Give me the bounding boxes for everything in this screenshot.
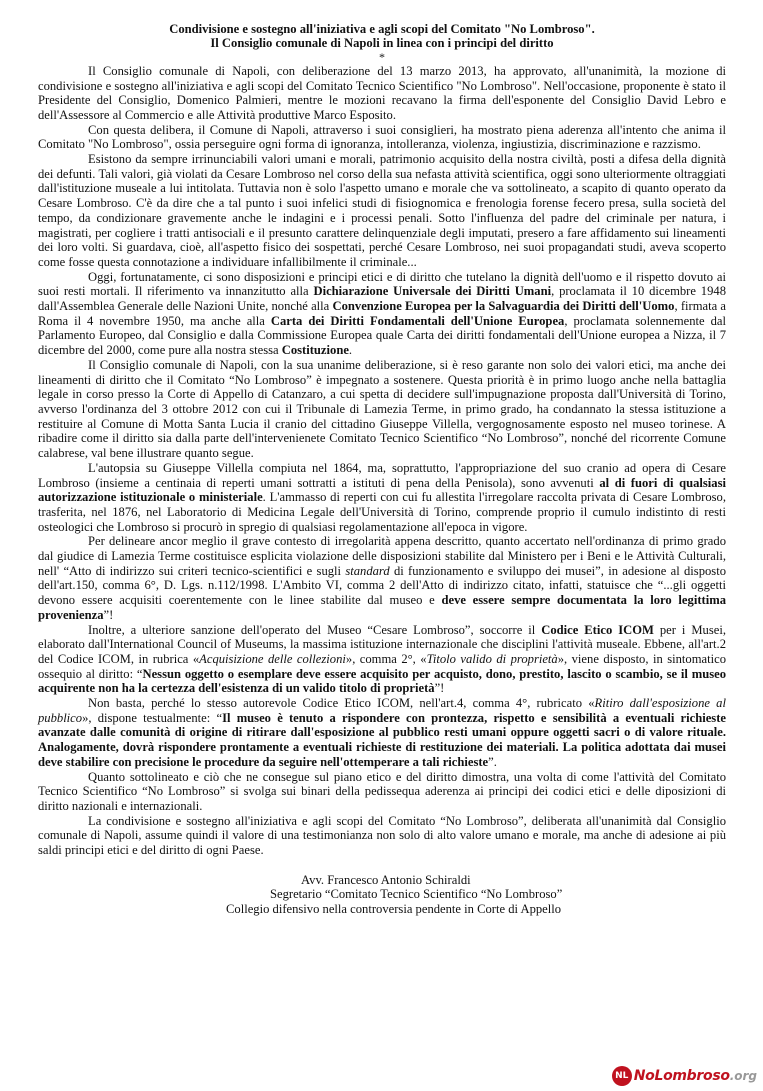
paragraph-text: Il Consiglio comunale di Napoli, con la sua unanime deliberazione, si è reso garante non solo dei valori etici, ma anche dei lineamenti di diritto che il Comitato “No Lombroso” è impegnato a sostenere. Questa priorità è in primo luogo anche nella battaglia legale in corso presso la Corte di Appello di Catanzaro, a cui spetta di decidere sull'impugnazione proposta dall'Università di Torino, avverso l'ordinanza del 3 ottobre 2012 con cui il Tribunale di Lamezia Terme, in primo grado, ha condannato la stessa istituzione a restituire al Comune di Motta Santa Lucia il cranio del cittadino Giuseppe Villella, vergognosamente esposto nel museo torinese. A ribadire come il diritto sia dalla parte dell'intervenienete Comitato Tecnico Scientifico “No Lombroso”, nonché del ricorrente Comune calabrese, val bene illustrare quanto segue. — [38, 357, 726, 461]
paragraph-text: Oggi, fortunatamente, ci sono disposizioni e principi etici e di diritto che tutelano la dignità dell'uomo e il rispetto dovuto ai suoi resti mortali. Il riferimento va innanzitutto alla — [38, 269, 726, 299]
bold-text: deve essere sempre documentata la loro legittima provenienza — [38, 593, 726, 622]
paragraph-text: », viene disposto, in sintomatico ossequio al diritto: “ — [38, 651, 726, 681]
logo-emblem-icon: NL — [612, 1066, 632, 1086]
paragraph-text: , proclamata solennemente dal Parlamento Europeo, dal Consiglio e dalla Commissione Europea quale Carta dei diritti fondamentali dell'Unione europea a Nizza, il 7 dicembre del 2000, come pure alla nostra stessa — [38, 313, 726, 358]
paragraph-text: , proclamata il 10 dicembre 1948 dall'Assemblea Generale delle Nazioni Unite, nonché alla — [38, 284, 726, 314]
bold-text: Codice Etico ICOM — [541, 622, 654, 637]
logo-name: NoLombroso — [633, 1068, 730, 1084]
body-paragraph — [38, 461, 726, 535]
title-line-1: Condivisione e sostegno all'iniziativa e agli scopi del Comitato "No Lombroso". — [169, 22, 595, 36]
bold-text: Costituzione — [281, 343, 349, 358]
paragraph-text: Con questa delibera, il Comune di Napoli, attraverso i suoi consiglieri, ha mostrato piena aderenza all'intento che anima il Comitato "No Lombroso", ossia perseguire ogni forma di ignoranza, intolleranza, violenza, ingiustizia, discriminazione e razzismo. — [38, 122, 726, 152]
body-paragraph — [38, 152, 726, 270]
body-paragraph — [38, 270, 726, 358]
paragraph-text: Non basta, perché lo stesso autorevole Codice Etico ICOM, nell'art.4, comma 4°, rubricato « — [88, 696, 595, 711]
paragraph-text: ”. — [488, 754, 497, 769]
body-paragraph — [38, 123, 726, 152]
paragraph-text: L'autopsia su Giuseppe Villella compiuta nel 1864, ma, soprattutto, l'appropriazione del suo cranio ad opera di Cesare Lombroso (insieme a centinaia di reperti umani sottratti a istituti di pena della Penisola), sono avvenuti — [38, 460, 726, 490]
paragraph-text: di funzionamento e sviluppo dei musei”, in adesione al disposto dell'art.150, comma 6°, D. Lgs. n.112/1998. L'Ambito VI, comma 2 dell'Atto di indirizzo citato, infatti, statuisce che “...gli oggetti devono essere acquisiti coerentemente con le linee stabilite dal museo e — [38, 563, 726, 608]
paragraph-text: La condivisione e sostegno all'iniziativa e agli scopi del Comitato “No Lombroso”, deliberata all'unanimità dal Consiglio comunale di Napoli, assume quindi il valore di una testimonianza non solo di alto valore umano e morale, ma anche di adesione ai più saldi principi etici e del diritto di ogni Paese. — [38, 813, 726, 858]
bold-text: Convenzione Europea per la Salvaguardia dei Diritti dell'Uomo — [332, 299, 675, 314]
paragraph-text: Quanto sottolineato e ciò che ne consegue sul piano etico e del diritto dimostra, una volta di come l'attività del Comitato Tecnico Scientifico “No Lombroso” si svolga sui binari della pedissequa aderenza ai principi dei codici etici e delle diposizioni di diritto nazionali e internazionali. — [38, 769, 726, 813]
body-paragraph — [38, 770, 726, 814]
paragraph-text: ”! — [103, 607, 114, 622]
paragraph-text: . — [348, 343, 353, 358]
paragraph-text: , firmata a Roma il 4 novembre 1950, ma anche alla — [38, 299, 727, 328]
title-separator: * — [379, 49, 385, 64]
bold-text: Nessun oggetto o esemplare deve essere acquisito per acquisto, dono, prestito, lascito o scambio, se il museo acquirente non ha la certezza dell'esistenza di un valido titolo di proprietà — [38, 666, 726, 696]
body-paragraph — [38, 358, 726, 461]
signature-block — [38, 873, 726, 917]
body-paragraph — [38, 696, 726, 770]
paragraph-text: Per delineare ancor meglio il grave contesto di irregolarità appena descritto, quanto accertato nell'ordinanza di primo grado dal giudice di Lamezia Terme costituisce esplicita violazione delle disposizioni stabilite dal Ministero per i Beni e le Attività Culturali, nell' “Atto di indirizzo sui criteri tecnico-scientifici e sugli — [38, 534, 726, 578]
italic-text: Ritiro dall'esposizione al pubblico — [38, 696, 726, 725]
paragraph-text: . L'ammasso di reperti con cui fu allestita l'irregolare raccolta privata di Cesare Lombroso, trasferita, nel 1876, nel Laboratorio di Medicina Legale dell'Università di Torino, comprende proprio il cumulo indistinto di resti osteologici che Lombroso si procurò in spregio di qualsiasi regolamentazione all'epoca in vigore. — [38, 490, 726, 534]
document-title — [38, 22, 726, 51]
bold-text: Carta dei Diritti Fondamentali dell'Unione Europea — [270, 313, 565, 328]
body-paragraph — [38, 814, 726, 858]
nolombroso-watermark-logo — [612, 1066, 757, 1086]
paragraph-text: », comma 2°, « — [345, 651, 427, 666]
italic-text: Titolo valido di proprietà — [426, 651, 558, 666]
paragraph-text: Il Consiglio comunale di Napoli, con deliberazione del 13 marzo 2013, ha approvato, all'unanimità, la mozione di condivisione e sostegno all'iniziativa e agli scopi del Comitato Tecnico Scientifico "No Lombroso". Nell'occasione, proponente è stato il Presidente del Consiglio, Domenico Palmieri, mentre le mozioni recavano la firma dell'esponente del Consiglio David Lebro e dell'Assessore al Commercio e alle Attività produttive Marco Esposito. — [38, 63, 726, 122]
paragraph-text: ”! — [434, 681, 445, 696]
signature-name: Avv. Francesco Antonio Schiraldi — [301, 872, 471, 887]
signature-role: Segretario “Comitato Tecnico Scientifico “No Lombroso” — [270, 887, 563, 902]
italic-text: standard — [345, 563, 390, 578]
logo-domain-ext: .org — [729, 1069, 757, 1083]
body-paragraph — [38, 64, 726, 123]
bold-text: Il museo è tenuto a rispondere con prontezza, rispetto e sensibilità a eventuali richieste avanzate dalle comunità di origine di ritirare dall'esposizione al pubblico resti umani oppure oggetti sacri o di valore rituale. Analogamente, dovrà rispondere prontamente a eventuali richieste di restituzione dei materiali. La politica adottata dai musei deve stabilire con precisione le procedure da seguire nell'ottemperare a tali richieste — [38, 710, 726, 769]
bold-text: Dichiarazione Universale dei Diritti Umani — [313, 284, 552, 299]
title-line-2: Il Consiglio comunale di Napoli in linea con i principi del diritto — [210, 36, 554, 51]
italic-text: Acquisizione delle collezioni — [199, 651, 346, 666]
paragraph-text: Esistono da sempre irrinunciabili valori umani e morali, patrimonio acquisito della nostra civiltà, posti a difesa della dignità dei defunti. Tali valori, già violati da Cesare Lombroso nel corso della sua nefasta attività scientifica, oggi sono ulteriormente oltraggiati dall'istituzione museale a lui intitolata. Tuttavia non è solo l'aspetto umano e morale che va sottolineato, a scapito di quanto operato da Cesare Lombroso. C'è da dire che a tal punto i suoi infelici studi di fisiognomica e frenologia forense fecero presa, sulla società del tempo, da condizionare gravemente anche le indagini e i processi penali. Sotto l'influenza del padre del criminale per natura, i magistrati, per cogliere i tratti antisociali e il presunto carattere delinquenziale degli imputati, presero a fare affidamento sui lineamenti dei loro volti. Si guardava, cioè, all'aspetto fisico dei sospettati, perché Cesare Lombroso, nei suoi propagandati studi, aveva scoperto come fosse questa connotazione a individuare infallibilmente il criminale... — [38, 152, 726, 269]
document-body — [38, 64, 726, 858]
document-page — [38, 22, 726, 917]
body-paragraph — [38, 623, 726, 697]
paragraph-text: Inoltre, a ulteriore sanzione dell'operato del Museo “Cesare Lombroso”, soccorre il — [88, 622, 542, 637]
paragraph-text: », dispone testualmente: “ — [82, 710, 223, 725]
bold-text: al di fuori di qualsiasi autorizzazione istituzionale o ministeriale — [38, 475, 726, 505]
signature-note: Collegio difensivo nella controversia pendente in Corte di Appello — [226, 902, 562, 917]
body-paragraph — [38, 534, 726, 622]
paragraph-text: per i Musei, elaborato dall'International Council of Museums, la massima istituzione internazionale che disciplini l'attività museale. Ebbene, all'art.2 del Codice ICOM, in rubrica « — [38, 622, 726, 666]
